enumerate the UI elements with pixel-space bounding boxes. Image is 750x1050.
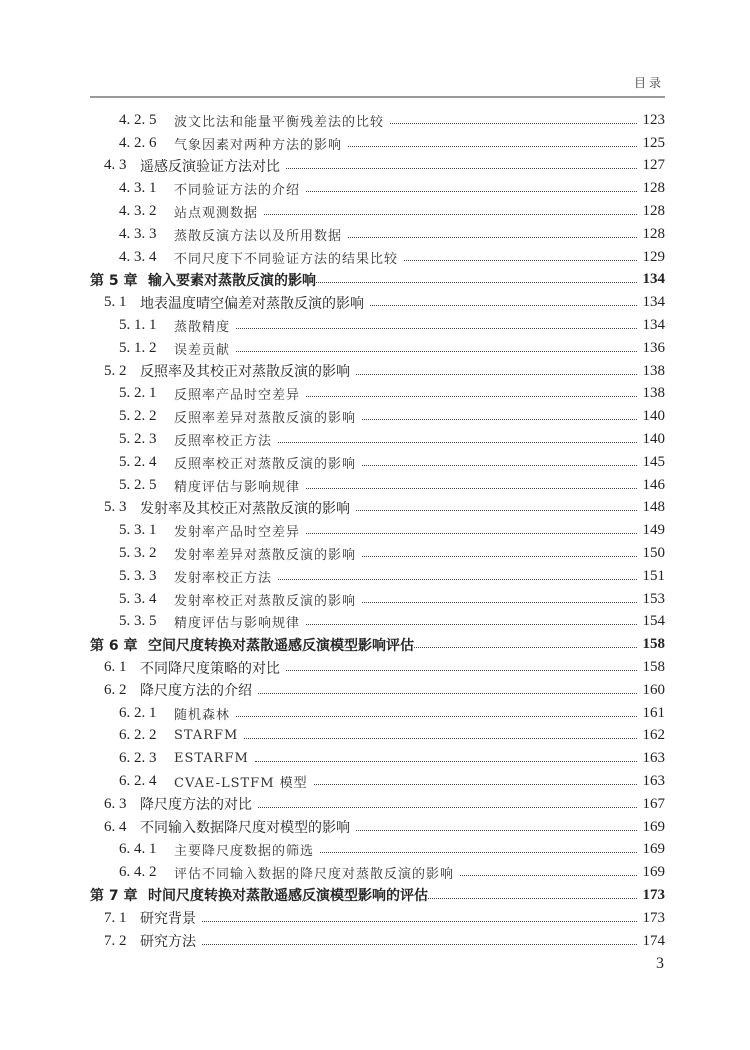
toc-subsection-entry[interactable]	[90, 519, 665, 542]
entry-title: 反照率差异对蒸散反演的影响	[174, 411, 357, 427]
entry-title: 研究背景	[140, 911, 196, 928]
toc-subsection-entry[interactable]	[90, 223, 665, 246]
dot-leader	[306, 533, 636, 534]
entry-title: 精度评估与影响规律	[174, 479, 301, 495]
dot-leader	[202, 921, 637, 922]
entry-number: 5. 1	[104, 294, 127, 311]
dot-leader	[348, 237, 636, 238]
toc-subsection-entry[interactable]	[90, 383, 665, 406]
entry-number: 5. 1. 1	[119, 317, 157, 334]
entry-number: 第 7 章	[90, 888, 138, 905]
entry-page: 146	[642, 476, 665, 493]
entry-number: 第 5 章	[90, 272, 138, 289]
dot-leader	[264, 214, 636, 215]
toc-chapter-entry[interactable]	[90, 633, 665, 656]
entry-title: 遥感反演验证方法对比	[140, 158, 280, 175]
running-head: 目录	[633, 76, 664, 90]
dot-leader	[306, 488, 636, 489]
entry-number: 6. 2. 4	[119, 773, 157, 789]
entry-number: 7. 2	[104, 932, 127, 949]
toc-section-entry[interactable]	[90, 907, 665, 930]
entry-title: 降尺度方法的对比	[140, 797, 252, 814]
dot-leader	[306, 191, 636, 192]
entry-title: 不同验证方法的介绍	[174, 183, 301, 199]
entry-title: 蒸散精度	[174, 320, 231, 336]
toc-section-entry[interactable]	[90, 155, 665, 178]
entry-title: 反照率校正方法	[174, 434, 273, 450]
entry-title: 研究方法	[140, 934, 196, 951]
entry-page: 136	[642, 339, 665, 356]
dot-leader	[306, 396, 636, 397]
toc-section-entry[interactable]	[90, 679, 665, 702]
entry-number: 5. 2. 4	[119, 453, 157, 470]
toc-section-entry[interactable]	[90, 656, 665, 679]
entry-title: 随机森林	[174, 707, 231, 723]
dot-leader	[428, 898, 637, 899]
dot-leader	[356, 374, 637, 375]
entry-page: 128	[642, 225, 665, 242]
entry-title: 主要降尺度数据的筛选	[174, 844, 315, 860]
entry-title: 波文比法和能量平衡残差法的比较	[174, 114, 385, 130]
entry-page: 163	[642, 773, 665, 789]
header-rule	[90, 96, 665, 98]
entry-page: 138	[642, 362, 665, 379]
entry-page: 128	[642, 203, 665, 220]
entry-title: 不同降尺度策略的对比	[140, 660, 280, 677]
entry-page: 174	[642, 932, 665, 949]
toc-subsection-entry[interactable]	[90, 337, 665, 360]
toc-subsection-entry[interactable]	[90, 451, 665, 474]
dot-leader	[362, 602, 636, 603]
entry-page: 128	[642, 180, 665, 197]
entry-number: 5. 2	[104, 362, 127, 379]
toc-section-entry[interactable]	[90, 816, 665, 839]
dot-leader	[414, 647, 637, 648]
entry-number: 4. 2. 6	[119, 134, 157, 151]
toc-section-entry[interactable]	[90, 930, 665, 953]
table-of-contents	[90, 109, 665, 952]
entry-title: STARFM	[174, 728, 239, 744]
entry-title: 发射率产品时空差异	[174, 525, 301, 541]
entry-title: 发射率校正方法	[174, 570, 273, 586]
toc-subsection-entry[interactable]	[90, 428, 665, 451]
entry-title: ESTARFM	[174, 751, 249, 767]
toc-section-entry[interactable]	[90, 291, 665, 314]
entry-page: 169	[642, 818, 665, 835]
entry-number: 5. 2. 5	[119, 476, 157, 493]
toc-subsection-entry[interactable]	[90, 611, 665, 634]
entry-page: 160	[642, 681, 665, 698]
entry-number: 6. 4. 2	[119, 864, 157, 881]
entry-title: 气象因素对两种方法的影响	[174, 137, 343, 153]
entry-number: 6. 3	[104, 795, 127, 812]
toc-subsection-entry[interactable]	[90, 405, 665, 428]
entry-number: 5. 3. 2	[119, 545, 157, 562]
entry-page: 129	[642, 248, 665, 265]
toc-subsection-entry[interactable]	[90, 839, 665, 862]
dot-leader	[356, 510, 637, 511]
entry-title: 反照率产品时空差异	[174, 388, 301, 404]
entry-page: 125	[642, 134, 665, 151]
entry-title: 评估不同输入数据的降尺度对蒸散反演的影响	[174, 867, 455, 883]
toc-subsection-entry[interactable]	[90, 542, 665, 565]
entry-page: 169	[642, 841, 665, 858]
entry-number: 4. 3. 1	[119, 180, 157, 197]
entry-page: 167	[642, 795, 665, 812]
dot-leader	[314, 784, 637, 785]
entry-number: 4. 3. 4	[119, 248, 157, 265]
toc-chapter-entry[interactable]	[90, 269, 665, 292]
entry-page: 145	[642, 453, 665, 470]
toc-section-entry[interactable]	[90, 497, 665, 520]
dot-leader	[348, 146, 636, 147]
entry-title: CVAE-LSTFM 模型	[174, 776, 308, 791]
entry-title: 精度评估与影响规律	[174, 616, 301, 632]
entry-number: 5. 3. 4	[119, 590, 157, 607]
entry-page: 153	[642, 590, 665, 607]
toc-subsection-entry[interactable]	[90, 861, 665, 884]
toc-subsection-entry[interactable]	[90, 200, 665, 223]
entry-title: 蒸散反演方法以及所用数据	[174, 228, 343, 244]
entry-page: 140	[642, 431, 665, 448]
entry-page: 154	[642, 613, 665, 630]
entry-title: 发射率校正对蒸散反演的影响	[174, 593, 357, 609]
entry-title: 空间尺度转换对蒸散遥感反演模型影响评估	[148, 637, 414, 654]
entry-page: 127	[642, 157, 665, 174]
entry-page: 148	[642, 499, 665, 516]
dot-leader	[286, 168, 637, 169]
entry-number: 4. 3. 3	[119, 225, 157, 242]
toc-subsection-entry[interactable]	[90, 770, 665, 793]
entry-title: 发射率及其校正对蒸散反演的影响	[140, 500, 350, 517]
dot-leader	[362, 465, 636, 466]
entry-page: 173	[642, 886, 665, 903]
entry-number: 5. 1. 2	[119, 339, 157, 356]
toc-subsection-entry[interactable]	[90, 132, 665, 155]
entry-title: 站点观测数据	[174, 206, 259, 222]
dot-leader	[404, 260, 636, 261]
dot-leader	[278, 579, 636, 580]
entry-page: 138	[642, 385, 665, 402]
entry-page: 134	[642, 294, 665, 311]
dot-leader	[362, 556, 636, 557]
entry-number: 4. 2. 5	[119, 111, 157, 128]
dot-leader	[362, 419, 636, 420]
entry-page: 169	[642, 864, 665, 881]
entry-page: 149	[642, 522, 665, 539]
entry-number: 5. 3. 1	[119, 522, 157, 539]
entry-number: 6. 2	[104, 681, 127, 698]
entry-title: 输入要素对蒸散反演的影响	[148, 272, 316, 289]
entry-title: 误差贡献	[174, 342, 231, 358]
dot-leader	[356, 830, 637, 831]
entry-number: 5. 2. 1	[119, 385, 157, 402]
toc-subsection-entry[interactable]	[90, 747, 665, 770]
dot-leader	[236, 351, 636, 352]
entry-number: 5. 2. 3	[119, 431, 157, 448]
toc-subsection-entry[interactable]	[90, 177, 665, 200]
entry-number: 7. 1	[104, 909, 127, 926]
entry-page: 162	[642, 727, 665, 744]
entry-number: 6. 4	[104, 818, 127, 835]
entry-title: 发射率差异对蒸散反演的影响	[174, 548, 357, 564]
toc-subsection-entry[interactable]	[90, 246, 665, 269]
entry-title: 时间尺度转换对蒸散遥感反演模型影响的评估	[148, 888, 428, 905]
dot-leader	[258, 693, 637, 694]
dot-leader	[390, 123, 636, 124]
entry-number: 6. 2. 1	[119, 704, 157, 721]
toc-subsection-entry[interactable]	[90, 588, 665, 611]
entry-number: 4. 3. 2	[119, 203, 157, 220]
dot-leader	[202, 944, 637, 945]
dot-leader	[370, 305, 637, 306]
dot-leader	[460, 875, 636, 876]
dot-leader	[278, 442, 636, 443]
entry-page: 163	[642, 750, 665, 767]
dot-leader	[320, 852, 636, 853]
entry-page: 134	[642, 317, 665, 334]
entry-number: 5. 2. 2	[119, 408, 157, 425]
dot-leader	[316, 282, 637, 283]
dot-leader	[236, 716, 636, 717]
toc-subsection-entry[interactable]	[90, 725, 665, 748]
entry-page: 173	[642, 909, 665, 926]
entry-page: 151	[642, 567, 665, 584]
toc-section-entry[interactable]	[90, 793, 665, 816]
page-number: 3	[656, 955, 664, 972]
entry-number: 6. 2. 3	[119, 750, 157, 767]
dot-leader	[306, 624, 636, 625]
dot-leader	[244, 738, 636, 739]
toc-subsection-entry[interactable]	[90, 702, 665, 725]
entry-page: 134	[642, 271, 665, 288]
entry-title: 不同尺度下不同验证方法的结果比较	[174, 251, 399, 267]
dot-leader	[255, 761, 637, 762]
entry-page: 158	[642, 659, 665, 676]
toc-subsection-entry[interactable]	[90, 109, 665, 132]
entry-number: 5. 3. 5	[119, 613, 157, 630]
entry-page: 140	[642, 408, 665, 425]
entry-page: 161	[642, 704, 665, 721]
toc-subsection-entry[interactable]	[90, 565, 665, 588]
toc-subsection-entry[interactable]	[90, 474, 665, 497]
toc-chapter-entry[interactable]	[90, 884, 665, 907]
entry-title: 反照率校正对蒸散反演的影响	[174, 456, 357, 472]
entry-number: 4. 3	[104, 157, 127, 174]
entry-page: 158	[642, 636, 665, 653]
entry-title: 降尺度方法的介绍	[140, 683, 252, 700]
dot-leader	[258, 807, 637, 808]
entry-page: 123	[642, 111, 665, 128]
entry-number: 5. 3	[104, 499, 127, 516]
entry-number: 6. 2. 2	[119, 727, 157, 744]
entry-number: 第 6 章	[90, 637, 138, 654]
entry-title: 地表温度晴空偏差对蒸散反演的影响	[140, 295, 364, 312]
entry-title: 反照率及其校正对蒸散反演的影响	[140, 364, 350, 381]
entry-number: 6. 4. 1	[119, 841, 157, 858]
dot-leader	[286, 670, 637, 671]
entry-number: 5. 3. 3	[119, 567, 157, 584]
entry-page: 150	[642, 545, 665, 562]
entry-title: 不同输入数据降尺度对模型的影响	[140, 820, 350, 837]
entry-number: 6. 1	[104, 659, 127, 676]
toc-section-entry[interactable]	[90, 360, 665, 383]
dot-leader	[236, 328, 636, 329]
toc-subsection-entry[interactable]	[90, 314, 665, 337]
